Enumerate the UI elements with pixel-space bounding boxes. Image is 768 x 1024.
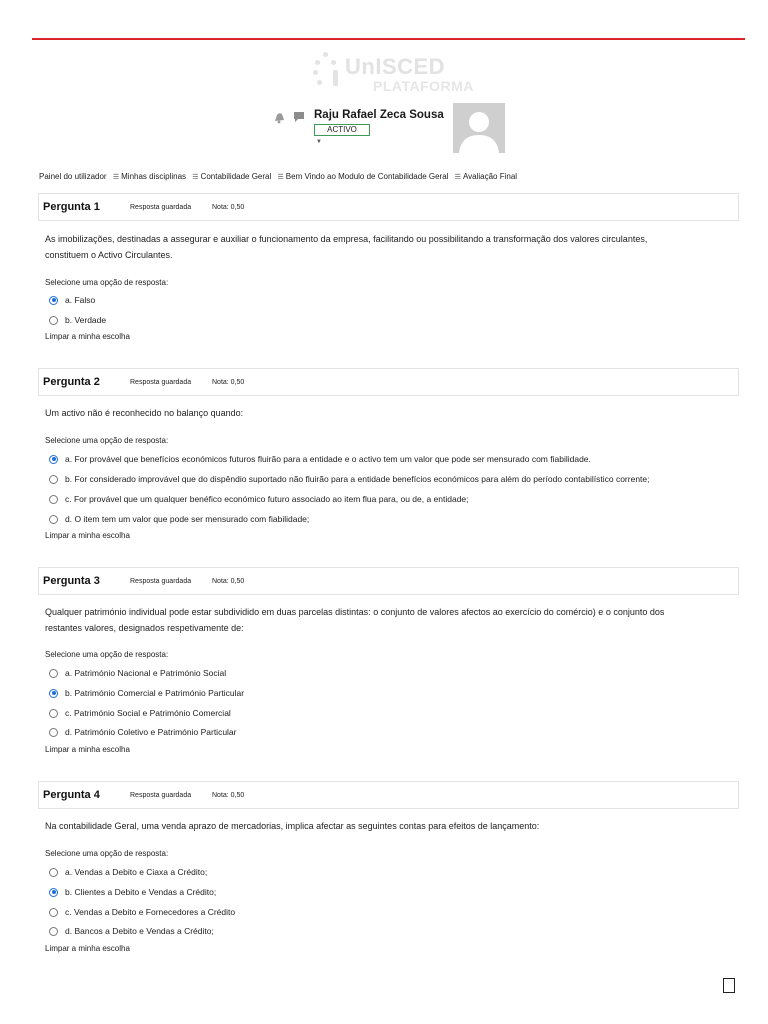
breadcrumb-item-module[interactable]: Bem Vindo ao Modulo de Contabilidade Geral <box>285 172 449 181</box>
radio-unselected[interactable] <box>49 515 58 524</box>
answer-option[interactable] <box>49 492 469 506</box>
question-grade: Nota: 0,50 <box>212 578 245 585</box>
logo-dots-icon <box>313 52 343 92</box>
question-state: Resposta guardada <box>130 578 192 585</box>
radio-unselected[interactable] <box>49 868 58 877</box>
breadcrumb-separator-icon: ☰ <box>454 174 461 181</box>
breadcrumb-item-final-assessment[interactable]: Avaliação Final <box>462 172 518 181</box>
answer-option-label: d. O item tem um valor que pode ser mensurado com fiabilidade; <box>65 514 310 524</box>
radio-unselected[interactable] <box>49 669 58 678</box>
answer-option-label: c. Vendas a Debito e Fornecedores a Crédito <box>65 907 236 917</box>
radio-unselected[interactable] <box>49 495 58 504</box>
question-text-line: Qualquer património individual pode estar subdividido em duas parcelas distintas: o conjunto de valores afectos ao exercício do comércio) e o conjunto dos <box>45 607 665 617</box>
answer-option[interactable] <box>49 313 106 327</box>
notification-bell-icon[interactable] <box>275 113 284 123</box>
answer-option[interactable] <box>49 865 207 879</box>
radio-selected[interactable] <box>49 888 58 897</box>
answer-option-label: a. Vendas a Debito e Ciaxa a Crédito; <box>65 867 208 877</box>
answer-option-label: b. For considerado improvável que do dispêndio suportado não fluirão para a entidade benefícios económicos para além do período contabilístico corrente; <box>65 474 650 484</box>
answer-option[interactable] <box>49 472 650 486</box>
question-header <box>38 781 739 809</box>
answer-option[interactable] <box>49 666 226 680</box>
status-badge: ACTIVO <box>314 124 370 136</box>
answer-option-label: d. Património Coletivo e Património Particular <box>65 727 237 737</box>
logo-subtitle-text: PLATAFORMA <box>373 78 474 94</box>
answer-option[interactable] <box>49 686 244 700</box>
radio-selected[interactable] <box>49 296 58 305</box>
answer-option-label: a. Falso <box>65 295 96 305</box>
question-text-line: Na contabilidade Geral, uma venda aprazo de mercadorias, implica afectar as seguintes contas para efeitos de lançamento: <box>45 821 540 831</box>
clear-choice-link[interactable]: Limpar a minha escolha <box>45 745 130 754</box>
answer-option[interactable] <box>49 706 231 720</box>
messages-icon[interactable] <box>294 112 304 122</box>
question-header <box>38 193 739 221</box>
clear-choice-link[interactable]: Limpar a minha escolha <box>45 332 130 341</box>
radio-selected[interactable] <box>49 689 58 698</box>
answer-option-label: b. Património Comercial e Património Particular <box>65 688 245 698</box>
answer-option-label: a. Património Nacional e Património Social <box>65 668 227 678</box>
question-text-line: Um activo não é reconhecido no balanço quando: <box>45 408 244 418</box>
question-title: Pergunta 1 <box>43 201 100 213</box>
answer-option[interactable] <box>49 512 309 526</box>
answer-prompt: Selecione uma opção de resposta: <box>45 278 169 287</box>
answer-option-label: b. Verdade <box>65 315 107 325</box>
breadcrumb-item-my-courses[interactable]: Minhas disciplinas <box>121 172 187 181</box>
answer-option[interactable] <box>49 725 237 739</box>
question-title: Pergunta 4 <box>43 789 100 801</box>
answer-option[interactable] <box>49 905 235 919</box>
answer-prompt: Selecione uma opção de resposta: <box>45 849 169 858</box>
question-grade: Nota: 0,50 <box>212 204 245 211</box>
answer-option-label: c. For provável que um qualquer benéfico económico futuro associado ao item flua para, ou de, a entidade; <box>65 494 469 504</box>
breadcrumb-separator-icon: ☰ <box>112 174 120 181</box>
answer-option[interactable] <box>49 885 216 899</box>
logo-brand-text: UnISCED <box>345 54 446 79</box>
question-text-line: restantes valores, designados respetivamente de: <box>45 622 244 633</box>
question-text <box>45 819 725 835</box>
question-title: Pergunta 3 <box>43 575 100 587</box>
breadcrumb <box>39 172 517 181</box>
radio-unselected[interactable] <box>49 728 58 737</box>
question-text-line: As imobilizações, destinadas a assegurar e auxiliar o funcionamento da empresa, facilitando ou possibilitando a transformação dos valores circulantes, <box>45 234 648 244</box>
clear-choice-link[interactable]: Limpar a minha escolha <box>45 944 130 953</box>
question-state: Resposta guardada <box>130 379 192 386</box>
answer-option-label: a. For provável que benefícios económicos futuros fluirão para a entidade e o activo tem um valor que pode ser mensurado com fiabilidade. <box>65 454 591 464</box>
user-menu-caret-icon[interactable]: ▼ <box>316 139 322 145</box>
radio-unselected[interactable] <box>49 908 58 917</box>
answer-option-label: c. Património Social e Património Comercial <box>65 708 231 718</box>
user-name[interactable]: Raju Rafael Zeca Sousa <box>314 109 444 121</box>
user-icons <box>272 110 312 124</box>
radio-unselected[interactable] <box>49 475 58 484</box>
question-text <box>45 232 725 263</box>
question-title: Pergunta 2 <box>43 376 100 388</box>
breadcrumb-item-course[interactable]: Contabilidade Geral <box>200 172 272 181</box>
question-grade: Nota: 0,50 <box>212 792 245 799</box>
question-header <box>38 368 739 396</box>
breadcrumb-item-dashboard[interactable]: Painel do utilizador <box>39 172 107 181</box>
clear-choice-link[interactable]: Limpar a minha escolha <box>45 531 130 540</box>
question-state: Resposta guardada <box>130 792 192 799</box>
site-logo[interactable] <box>313 50 473 96</box>
question-text-line: constituem o Activo Circulantes. <box>45 249 173 260</box>
question-text <box>45 406 725 422</box>
top-accent-line <box>32 38 745 40</box>
breadcrumb-separator-icon: ☰ <box>277 174 284 181</box>
answer-option[interactable] <box>49 924 214 938</box>
answer-option-label: d. Bancos a Debito e Vendas a Crédito; <box>65 926 214 936</box>
answer-prompt: Selecione uma opção de resposta: <box>45 436 169 445</box>
page-corner-box <box>723 978 735 993</box>
answer-option-label: b. Clientes a Debito e Vendas a Crédito; <box>65 887 217 897</box>
question-grade: Nota: 0,50 <box>212 379 245 386</box>
answer-option[interactable] <box>49 293 95 307</box>
answer-prompt: Selecione uma opção de resposta: <box>45 650 169 659</box>
radio-unselected[interactable] <box>49 316 58 325</box>
avatar[interactable] <box>453 103 505 153</box>
radio-unselected[interactable] <box>49 927 58 936</box>
answer-option[interactable] <box>49 452 591 466</box>
question-state: Resposta guardada <box>130 204 192 211</box>
radio-selected[interactable] <box>49 455 58 464</box>
question-header <box>38 567 739 595</box>
question-text <box>45 605 725 636</box>
breadcrumb-separator-icon: ☰ <box>192 174 199 181</box>
radio-unselected[interactable] <box>49 709 58 718</box>
